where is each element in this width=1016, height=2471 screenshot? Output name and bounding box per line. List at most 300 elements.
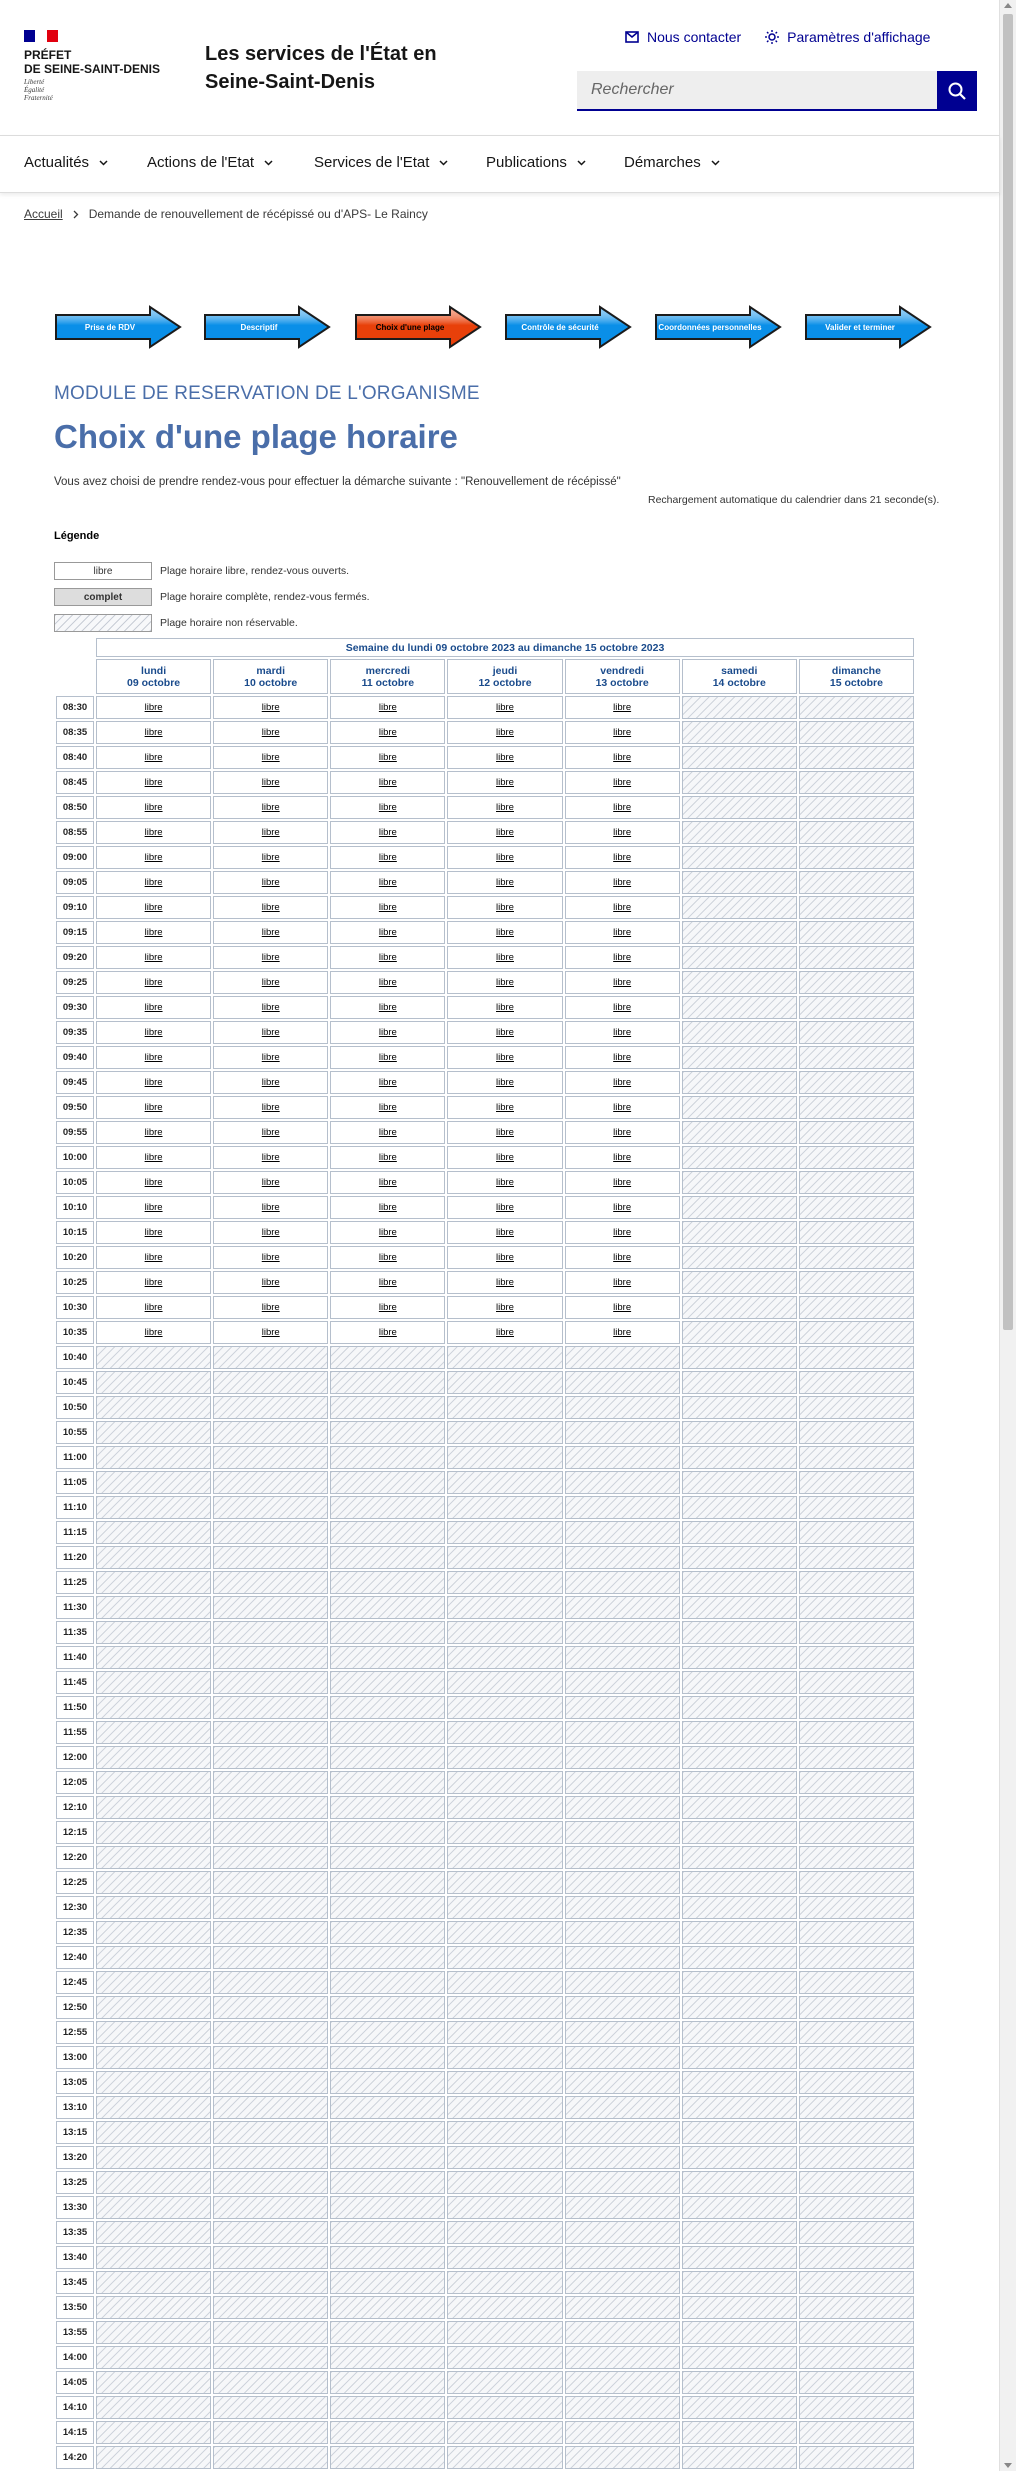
slot-free-link[interactable]: libre: [378, 952, 397, 963]
slot-free: [447, 1321, 562, 1344]
slot-free: [96, 1121, 211, 1144]
slot-free-link[interactable]: libre: [144, 1002, 163, 1013]
slot-free-link[interactable]: libre: [496, 727, 514, 738]
slot-unavailable: [565, 1971, 680, 1994]
slot-unavailable: [565, 1571, 680, 1594]
search-bar: [577, 71, 977, 111]
time-label: 12:55: [56, 2021, 94, 2044]
time-slot-row: [56, 2371, 914, 2394]
time-slot-row: [56, 1896, 914, 1919]
slot-unavailable: [96, 2321, 211, 2344]
slot-free-link[interactable]: libre: [613, 702, 632, 713]
slot-free-link[interactable]: libre: [496, 1252, 514, 1263]
slot-free-link[interactable]: libre: [613, 777, 632, 788]
slot-unavailable: [565, 2296, 680, 2319]
slot-unavailable: [799, 1221, 914, 1244]
slot-unavailable: [330, 1496, 445, 1519]
slot-unavailable: [447, 1346, 562, 1369]
slot-free-link[interactable]: libre: [144, 1202, 163, 1213]
slot-unavailable: [682, 996, 797, 1019]
slot-free-link[interactable]: libre: [261, 927, 280, 938]
time-slot-row: [56, 2296, 914, 2319]
legend-na-text: Plage horaire non réservable.: [160, 617, 298, 629]
slot-free-link[interactable]: libre: [261, 1002, 280, 1013]
slot-free-link[interactable]: libre: [261, 1102, 280, 1113]
slot-free-link[interactable]: libre: [613, 802, 632, 813]
slot-free-link[interactable]: libre: [261, 977, 280, 988]
day-name: samedi: [721, 664, 758, 677]
slot-unavailable: [213, 1946, 328, 1969]
nav-item-demarches[interactable]: [624, 154, 720, 171]
slot-free-link[interactable]: libre: [378, 777, 397, 788]
slot-free-link[interactable]: libre: [496, 877, 514, 888]
slot-free-link[interactable]: libre: [378, 1177, 397, 1188]
scroll-down-arrow-icon[interactable]: [1004, 2463, 1012, 2468]
slot-unavailable: [565, 1521, 680, 1544]
slot-free-link[interactable]: libre: [261, 1077, 280, 1088]
slot-unavailable: [96, 2396, 211, 2419]
slot-unavailable: [213, 1621, 328, 1644]
slot-free: [447, 821, 562, 844]
slot-free-link[interactable]: libre: [613, 1152, 632, 1163]
time-label: 11:25: [56, 1571, 94, 1594]
nav-label: Démarches: [624, 154, 701, 171]
slot-free-link[interactable]: libre: [378, 802, 397, 813]
slot-unavailable: [565, 2371, 680, 2394]
slot-free-link[interactable]: libre: [261, 852, 280, 863]
nav-item-actualites[interactable]: [24, 154, 108, 171]
slot-unavailable: [799, 2196, 914, 2219]
slot-free-link[interactable]: libre: [378, 977, 397, 988]
slot-unavailable: [330, 2271, 445, 2294]
slot-unavailable: [799, 2021, 914, 2044]
slot-unavailable: [330, 1521, 445, 1544]
slot-unavailable: [96, 1396, 211, 1419]
legend-na-box: [54, 614, 152, 632]
slot-free-link[interactable]: libre: [261, 1277, 280, 1288]
time-slot-row: [56, 1521, 914, 1544]
slot-free-link[interactable]: libre: [378, 927, 397, 938]
slot-free: [213, 696, 328, 719]
prefet-logo[interactable]: [24, 30, 160, 102]
slot-free-link[interactable]: libre: [261, 777, 280, 788]
slot-free-link[interactable]: libre: [613, 1302, 632, 1313]
slot-free-link[interactable]: libre: [613, 1277, 632, 1288]
slot-free-link[interactable]: libre: [496, 1302, 514, 1313]
slot-free-link[interactable]: libre: [261, 802, 280, 813]
slot-unavailable: [682, 2271, 797, 2294]
slot-free-link[interactable]: libre: [378, 752, 397, 763]
slot-free-link[interactable]: libre: [378, 1327, 397, 1338]
time-slot-row: [56, 1946, 914, 1969]
slot-free-link[interactable]: libre: [144, 1052, 163, 1063]
slot-free-link[interactable]: libre: [144, 1252, 163, 1263]
slot-free-link[interactable]: libre: [613, 1227, 632, 1238]
slot-free-link[interactable]: libre: [144, 927, 163, 938]
slot-unavailable: [213, 1921, 328, 1944]
slot-free-link[interactable]: libre: [496, 752, 514, 763]
slot-free-link[interactable]: libre: [613, 977, 632, 988]
slot-free-link[interactable]: libre: [261, 952, 280, 963]
slot-free: [96, 846, 211, 869]
slot-unavailable: [96, 2096, 211, 2119]
slot-unavailable: [565, 2271, 680, 2294]
reload-countdown: Rechargement automatique du calendrier dans 21 seconde(s).: [648, 494, 940, 506]
slot-unavailable: [799, 1821, 914, 1844]
slot-free-link[interactable]: libre: [261, 1127, 280, 1138]
search-input[interactable]: Rechercher: [577, 71, 937, 111]
slot-free-link[interactable]: libre: [496, 852, 514, 863]
time-slot-row: [56, 896, 914, 919]
slot-unavailable: [565, 1546, 680, 1569]
slot-unavailable: [447, 1846, 562, 1869]
slot-unavailable: [330, 2446, 445, 2469]
slot-free-link[interactable]: libre: [261, 1177, 280, 1188]
nav-item-publications[interactable]: [486, 154, 586, 171]
slot-unavailable: [213, 1346, 328, 1369]
slot-free-link[interactable]: libre: [496, 1002, 514, 1013]
slot-unavailable: [682, 2396, 797, 2419]
day-name: mardi: [256, 664, 285, 677]
time-slot-row: [56, 2196, 914, 2219]
time-slot-row: [56, 1471, 914, 1494]
slot-free-link[interactable]: libre: [378, 852, 397, 863]
slot-free-link[interactable]: libre: [613, 1327, 632, 1338]
slot-unavailable: [565, 2096, 680, 2119]
time-slot-row: [56, 1221, 914, 1244]
slot-free-link[interactable]: libre: [144, 727, 163, 738]
slot-free-link[interactable]: libre: [613, 1027, 632, 1038]
slot-free-link[interactable]: libre: [261, 877, 280, 888]
slot-unavailable: [565, 1646, 680, 1669]
slot-free-link[interactable]: libre: [261, 1327, 280, 1338]
slot-unavailable: [682, 2121, 797, 2144]
time-label: 10:15: [56, 1221, 94, 1244]
slot-free-link[interactable]: libre: [378, 902, 397, 913]
slot-free-link[interactable]: libre: [144, 777, 163, 788]
day-name: lundi: [141, 664, 167, 677]
slot-free-link[interactable]: libre: [144, 1152, 163, 1163]
slot-unavailable: [682, 2296, 797, 2319]
slot-free-link[interactable]: libre: [144, 702, 163, 713]
slot-unavailable: [682, 1196, 797, 1219]
slot-free-link[interactable]: libre: [144, 1327, 163, 1338]
slot-free: [213, 896, 328, 919]
time-label: 11:45: [56, 1671, 94, 1694]
time-label: 10:45: [56, 1371, 94, 1394]
slot-free: [96, 1046, 211, 1069]
step-label: Contrôle de sécurité: [521, 322, 599, 332]
slot-free-link[interactable]: libre: [496, 1327, 514, 1338]
time-label: 13:15: [56, 2121, 94, 2144]
slot-free-link[interactable]: libre: [144, 1102, 163, 1113]
slot-unavailable: [213, 2021, 328, 2044]
slot-free-link[interactable]: libre: [496, 1127, 514, 1138]
time-label: 13:05: [56, 2071, 94, 2094]
slot-free-link[interactable]: libre: [144, 1302, 163, 1313]
slot-free-link[interactable]: libre: [261, 1027, 280, 1038]
slot-free-link[interactable]: libre: [261, 902, 280, 913]
time-label: 10:40: [56, 1346, 94, 1369]
time-label: 09:25: [56, 971, 94, 994]
time-label: 12:30: [56, 1896, 94, 1919]
slot-unavailable: [213, 1821, 328, 1844]
slot-free-link[interactable]: libre: [613, 1002, 632, 1013]
step-label: Descriptif: [240, 322, 278, 332]
slot-unavailable: [96, 1621, 211, 1644]
slot-unavailable: [682, 1871, 797, 1894]
time-label: 13:40: [56, 2246, 94, 2269]
slot-unavailable: [682, 1096, 797, 1119]
slot-free-link[interactable]: libre: [613, 1052, 632, 1063]
nav-item-services[interactable]: [314, 154, 448, 171]
slot-unavailable: [799, 696, 914, 719]
slot-free: [447, 1246, 562, 1269]
time-slot-row: [56, 1796, 914, 1819]
slot-free-link[interactable]: libre: [261, 1152, 280, 1163]
slot-free-link[interactable]: libre: [261, 1227, 280, 1238]
time-slot-row: [56, 1271, 914, 1294]
slot-unavailable: [330, 1921, 445, 1944]
slot-unavailable: [330, 1721, 445, 1744]
slot-free: [330, 1321, 445, 1344]
prefet-line1: PRÉFET: [24, 48, 72, 62]
slot-free-link[interactable]: libre: [144, 827, 163, 838]
slot-free-link[interactable]: libre: [144, 902, 163, 913]
slot-free-link[interactable]: libre: [613, 952, 632, 963]
slot-free-link[interactable]: libre: [613, 1177, 632, 1188]
slot-free-link[interactable]: libre: [496, 927, 514, 938]
slot-unavailable: [96, 2296, 211, 2319]
slot-free: [447, 1121, 562, 1144]
page-scrollbar[interactable]: [999, 0, 1016, 2471]
slot-free-link[interactable]: libre: [613, 1127, 632, 1138]
time-label: 10:55: [56, 1421, 94, 1444]
slot-unavailable: [682, 1671, 797, 1694]
time-slot-row: [56, 1746, 914, 1769]
slot-free-link[interactable]: libre: [496, 777, 514, 788]
slot-unavailable: [213, 2071, 328, 2094]
slot-unavailable: [447, 1646, 562, 1669]
slot-unavailable: [565, 2046, 680, 2069]
slot-free-link[interactable]: libre: [496, 827, 514, 838]
slot-unavailable: [682, 1971, 797, 1994]
slot-free-link[interactable]: libre: [496, 952, 514, 963]
slot-free-link[interactable]: libre: [144, 977, 163, 988]
slot-unavailable: [682, 1896, 797, 1919]
time-slot-row: [56, 921, 914, 944]
slot-free-link[interactable]: libre: [144, 1077, 163, 1088]
slot-free-link[interactable]: libre: [613, 927, 632, 938]
slot-free-link[interactable]: libre: [613, 902, 632, 913]
slot-free-link[interactable]: libre: [613, 727, 632, 738]
day-header-lundi: [96, 659, 211, 694]
slot-unavailable: [96, 1346, 211, 1369]
slot-free-link[interactable]: libre: [144, 1127, 163, 1138]
slot-free-link[interactable]: libre: [496, 1102, 514, 1113]
slot-unavailable: [565, 1821, 680, 1844]
search-button[interactable]: [937, 71, 977, 111]
slot-free-link[interactable]: libre: [378, 1302, 397, 1313]
nav-item-actions[interactable]: [147, 154, 273, 171]
time-slot-row: [56, 796, 914, 819]
slot-free-link[interactable]: libre: [144, 852, 163, 863]
slot-unavailable: [96, 1971, 211, 1994]
slot-free-link[interactable]: libre: [378, 1152, 397, 1163]
slot-unavailable: [799, 2146, 914, 2169]
time-slot-row: [56, 1721, 914, 1744]
slot-unavailable: [96, 1496, 211, 1519]
slot-free-link[interactable]: libre: [496, 1277, 514, 1288]
slot-unavailable: [565, 2346, 680, 2369]
slot-free-link[interactable]: libre: [496, 1227, 514, 1238]
time-label: 09:00: [56, 846, 94, 869]
slot-free: [330, 821, 445, 844]
slot-free-link[interactable]: libre: [144, 1277, 163, 1288]
slot-unavailable: [682, 846, 797, 869]
slot-unavailable: [682, 1646, 797, 1669]
slot-unavailable: [682, 1271, 797, 1294]
slot-free-link[interactable]: libre: [496, 702, 514, 713]
slot-unavailable: [799, 1271, 914, 1294]
slot-free-link[interactable]: libre: [378, 1102, 397, 1113]
time-label: 12:45: [56, 1971, 94, 1994]
slot-free-link[interactable]: libre: [613, 1252, 632, 1263]
slot-free-link[interactable]: libre: [496, 802, 514, 813]
slot-unavailable: [447, 1671, 562, 1694]
slot-unavailable: [447, 1896, 562, 1919]
intro-text: Vous avez choisi de prendre rendez-vous pour effectuer la démarche suivante : "Renouvellement de récépissé": [54, 476, 621, 488]
time-slot-row: [56, 1821, 914, 1844]
time-label: 12:15: [56, 1821, 94, 1844]
slot-free-link[interactable]: libre: [378, 1127, 397, 1138]
slot-unavailable: [330, 2296, 445, 2319]
slot-unavailable: [565, 1446, 680, 1469]
slot-free-link[interactable]: libre: [496, 1202, 514, 1213]
slot-unavailable: [213, 2421, 328, 2444]
time-label: 09:55: [56, 1121, 94, 1144]
slot-free-link[interactable]: libre: [378, 827, 397, 838]
slot-free-link[interactable]: libre: [144, 952, 163, 963]
slot-free: [213, 1021, 328, 1044]
slot-free-link[interactable]: libre: [261, 752, 280, 763]
slot-free-link[interactable]: libre: [613, 827, 632, 838]
slot-free-link[interactable]: libre: [261, 727, 280, 738]
slot-unavailable: [682, 1521, 797, 1544]
slot-unavailable: [682, 1471, 797, 1494]
time-label: 13:00: [56, 2046, 94, 2069]
slot-free-link[interactable]: libre: [261, 1252, 280, 1263]
slot-free: [213, 1296, 328, 1319]
slot-free-link[interactable]: libre: [378, 1277, 397, 1288]
slot-unavailable: [799, 1171, 914, 1194]
slot-free-link[interactable]: libre: [378, 1002, 397, 1013]
time-slot-row: [56, 1871, 914, 1894]
slot-free-link[interactable]: libre: [613, 752, 632, 763]
slot-free-link[interactable]: libre: [261, 1302, 280, 1313]
slot-free-link[interactable]: libre: [378, 1077, 397, 1088]
slot-free-link[interactable]: libre: [378, 1227, 397, 1238]
slot-free-link[interactable]: libre: [496, 977, 514, 988]
slot-unavailable: [565, 2171, 680, 2194]
slot-free-link[interactable]: libre: [496, 1077, 514, 1088]
slot-unavailable: [213, 2196, 328, 2219]
slot-unavailable: [330, 1421, 445, 1444]
slot-free-link[interactable]: libre: [144, 877, 163, 888]
breadcrumb-home-link[interactable]: Accueil: [24, 207, 63, 221]
slot-free-link[interactable]: libre: [613, 852, 632, 863]
slot-unavailable: [682, 2196, 797, 2219]
day-date: 12 octobre: [478, 676, 532, 689]
slot-free-link[interactable]: libre: [613, 1102, 632, 1113]
slot-free: [330, 1196, 445, 1219]
slot-free-link[interactable]: libre: [144, 1177, 163, 1188]
slot-unavailable: [565, 2321, 680, 2344]
slot-free: [213, 796, 328, 819]
slot-unavailable: [799, 1071, 914, 1094]
slot-free-link[interactable]: libre: [378, 702, 397, 713]
slot-unavailable: [96, 2196, 211, 2219]
slot-free-link[interactable]: libre: [261, 1052, 280, 1063]
slot-free-link[interactable]: libre: [261, 1202, 280, 1213]
time-slot-row: [56, 971, 914, 994]
slot-free-link[interactable]: libre: [496, 902, 514, 913]
slot-free-link[interactable]: libre: [144, 752, 163, 763]
slot-unavailable: [447, 2246, 562, 2269]
slot-free-link[interactable]: libre: [144, 1027, 163, 1038]
republic-motto: [24, 78, 160, 102]
slot-free-link[interactable]: libre: [496, 1052, 514, 1063]
slot-free-link[interactable]: libre: [261, 827, 280, 838]
slot-free-link[interactable]: libre: [261, 702, 280, 713]
display-settings-link[interactable]: [765, 29, 930, 45]
slot-free-link[interactable]: libre: [144, 802, 163, 813]
slot-free: [96, 696, 211, 719]
day-date: 14 octobre: [712, 676, 766, 689]
slot-unavailable: [213, 1671, 328, 1694]
slot-unavailable: [565, 2021, 680, 2044]
time-slot-row: [56, 1771, 914, 1794]
slot-unavailable: [682, 1546, 797, 1569]
slot-free-link[interactable]: libre: [613, 1077, 632, 1088]
slot-free-link[interactable]: libre: [378, 1252, 397, 1263]
slot-free-link[interactable]: libre: [496, 1152, 514, 1163]
slot-unavailable: [96, 1921, 211, 1944]
contact-link[interactable]: [625, 29, 741, 45]
slot-free-link[interactable]: libre: [378, 1052, 397, 1063]
site-title[interactable]: Les services de l'État en Seine-Saint-Denis: [205, 43, 437, 93]
slot-free-link[interactable]: libre: [378, 1027, 397, 1038]
slot-free-link[interactable]: libre: [496, 1177, 514, 1188]
slot-free-link[interactable]: libre: [613, 1202, 632, 1213]
step-6: [804, 305, 932, 349]
day-header-jeudi: [447, 659, 562, 694]
slot-free-link[interactable]: libre: [144, 1227, 163, 1238]
slot-free-link[interactable]: libre: [378, 877, 397, 888]
slot-unavailable: [565, 1471, 680, 1494]
slot-free-link[interactable]: libre: [378, 1202, 397, 1213]
time-label: 14:15: [56, 2421, 94, 2444]
slot-unavailable: [213, 2221, 328, 2244]
slot-free-link[interactable]: libre: [496, 1027, 514, 1038]
slot-unavailable: [565, 1846, 680, 1869]
slot-free: [565, 996, 680, 1019]
slot-free-link[interactable]: libre: [378, 727, 397, 738]
scrollbar-thumb[interactable]: [1003, 14, 1013, 1330]
slot-free-link[interactable]: libre: [613, 877, 632, 888]
slot-unavailable: [799, 1646, 914, 1669]
scroll-up-arrow-icon[interactable]: [1004, 3, 1012, 8]
